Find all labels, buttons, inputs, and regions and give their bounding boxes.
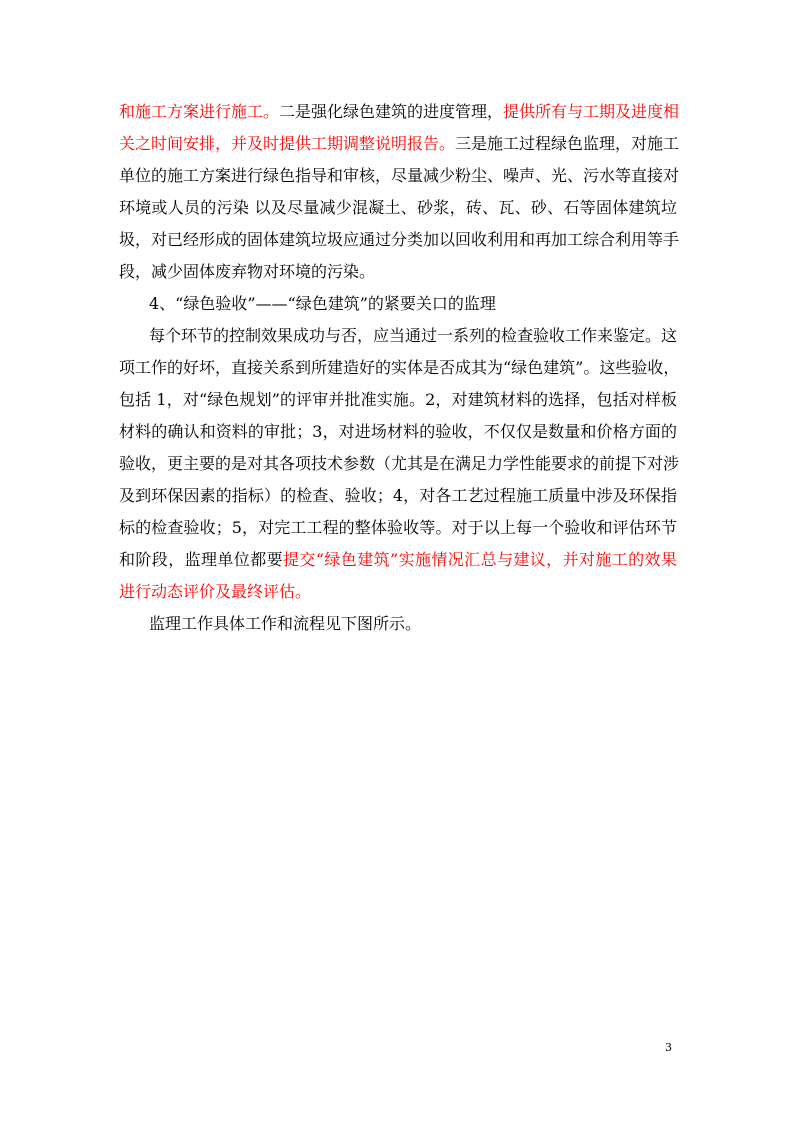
document-body [119, 96, 680, 640]
paragraph-1-line-5: 圾，对已经形成的固体建筑垃圾应通过分类加以回收利用和再加工综合利用等手 [119, 230, 680, 249]
body-text: 三是施工过程绿色监理，对施工 [455, 134, 680, 153]
highlighted-text: 关之时间安排，并及时提供工期调整说明报告。 [119, 134, 456, 153]
highlighted-text: 和施工方案进行施工。 [119, 102, 280, 121]
paragraph-2-line-7: 标的检查验收；5，对完工工程的整体验收等。对于以上每一个验收和评估环节 [119, 518, 677, 537]
paragraph-1-line-2 [119, 128, 680, 160]
paragraph-2-line-9: 进行动态评价及最终评估。 [119, 582, 312, 601]
paragraph-2-line-2: 项工作的好坏，直接关系到所建造好的实体是否成其为“绿色建筑”。这些验收， [119, 358, 680, 377]
paragraph-1-line-1 [119, 96, 680, 128]
paragraph-1-line-6: 段，减少固体废弃物对环境的污染。 [119, 262, 376, 281]
body-text: 二是强化绿色建筑的进度管理， [279, 102, 504, 121]
paragraph-2-line-1: 每个环节的控制效果成功与否，应当通过一系列的检查验收工作来鉴定。这 [149, 326, 678, 345]
paragraph-2-line-8 [119, 544, 677, 576]
section-heading-4: 4、“绿色验收”——“绿色建筑”的紧要关口的监理 [149, 294, 496, 313]
paragraph-3: 监理工作具体工作和流程见下图所示。 [149, 614, 422, 633]
page-number: 3 [665, 1041, 672, 1054]
paragraph-2-line-6: 及到环保因素的指标）的检查、验收；4，对各工艺过程施工质量中涉及环保指 [119, 486, 677, 505]
highlighted-text: 提交“绿色建筑”实施情况汇总与建议，并对施工的效果 [283, 550, 677, 569]
paragraph-2-line-3: 包括 1，对“绿色规划”的评审并批准实施。2，对建筑材料的选择，包括对样板 [119, 390, 677, 409]
paragraph-1-line-3: 单位的施工方案进行绿色指导和审核，尽量减少粉尘、噪声、光、污水等直接对 [119, 166, 680, 185]
highlighted-text: 提供所有与工期及进度相 [503, 102, 680, 121]
paragraph-1-line-4: 环境或人员的污染 以及尽量减少混凝土、砂浆，砖、瓦、砂、石等固体建筑垃 [119, 198, 677, 217]
body-text: 和阶段，监理单位都要 [119, 550, 284, 569]
paragraph-2-line-4: 材料的确认和资料的审批；3，对进场材料的验收，不仅仅是数量和价格方面的 [119, 422, 677, 441]
paragraph-2-line-5: 验收，更主要的是对其各项技术参数（尤其是在满足力学性能要求的前提下对涉 [119, 454, 680, 473]
